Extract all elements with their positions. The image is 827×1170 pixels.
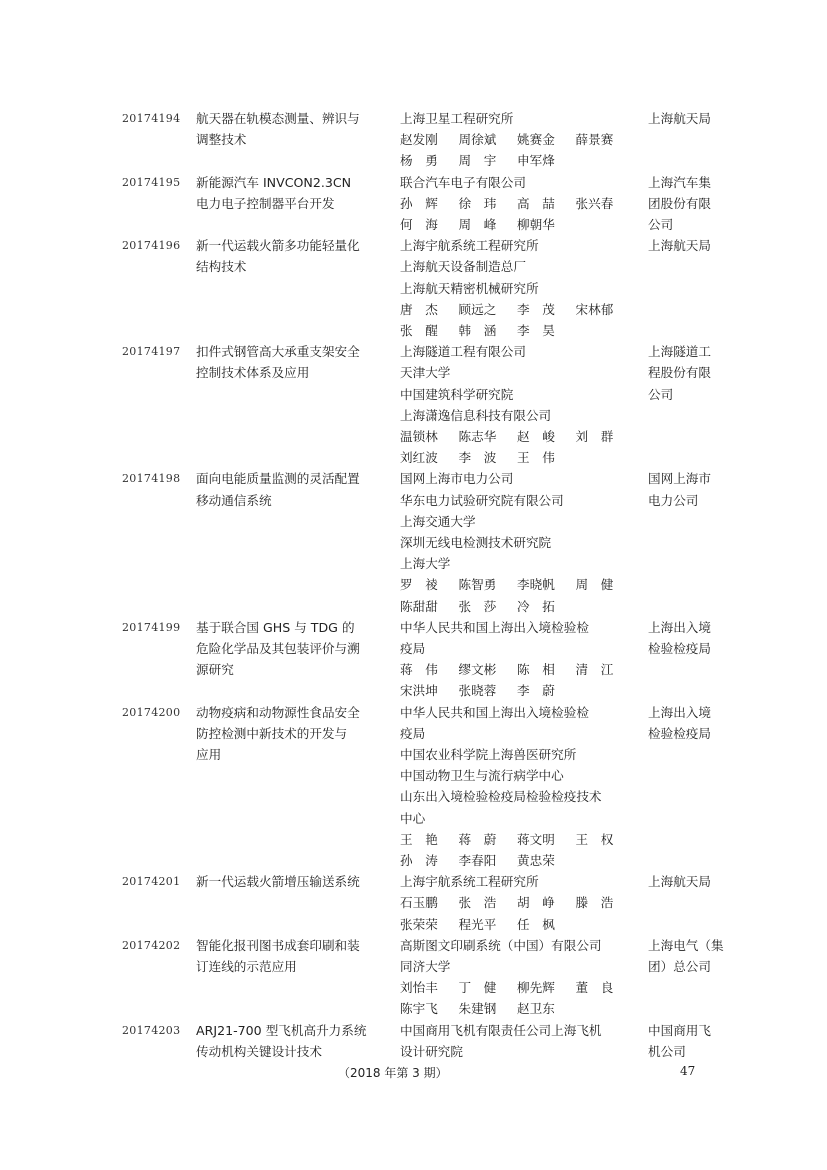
completing-units [400, 468, 636, 616]
organization-name: 中国农业科学院上海兽医研究所 [400, 746, 577, 762]
entry-number-text: 20174203 [122, 1023, 181, 1037]
project-title-line: 调整技术 [196, 132, 247, 148]
person-name: 李春阳 [458, 852, 497, 868]
recommender-line: 公司 [648, 386, 674, 402]
person-name: 高 喆 [517, 195, 555, 211]
organization-name: 疫局 [400, 640, 426, 656]
award-entry [0, 468, 827, 616]
project-title-line: 基于联合国 GHS 与 TDG 的 [196, 619, 355, 635]
person-name: 胡 峥 [517, 895, 555, 911]
organization-name: 中心 [400, 810, 426, 826]
completers-line [400, 129, 636, 150]
recommender-line: 国网上海市 [648, 471, 711, 487]
recommender-line: 上海出入境 [648, 619, 711, 635]
project-title [196, 935, 388, 977]
person-name: 缪文彬 [458, 662, 497, 678]
completing-units [400, 1020, 636, 1062]
recommending-unit [648, 468, 724, 510]
entry-number [122, 1020, 188, 1041]
award-entry [0, 617, 827, 702]
entry-number-text: 20174195 [122, 175, 181, 189]
entry-number [122, 172, 188, 193]
organization-name: 高斯图文印刷系统（中国）有限公司 [400, 937, 602, 953]
person-name: 陈宇飞 [400, 1001, 438, 1017]
completing-units [400, 172, 636, 236]
recommending-unit [648, 341, 724, 405]
completers-line [400, 850, 636, 871]
person-name: 蒋 蔚 [458, 831, 497, 847]
completing-units [400, 871, 636, 935]
person-name: 张 浩 [458, 895, 497, 911]
person-name: 柳先辉 [517, 980, 555, 996]
project-title [196, 108, 388, 150]
person-name: 石玉鹏 [400, 895, 438, 911]
page-footer [0, 1064, 827, 1084]
organization-name: 设计研究院 [400, 1043, 463, 1059]
completers-line [400, 574, 636, 595]
project-title-line: 结构技术 [196, 259, 247, 275]
project-title-line: 面向电能质量监测的灵活配置 [196, 471, 360, 487]
person-name: 温锁林 [400, 428, 438, 444]
organization-name: 华东电力试验研究院有限公司 [400, 492, 564, 508]
project-title [196, 1020, 388, 1062]
recommender-line: 电力公司 [648, 492, 699, 508]
completing-units [400, 235, 636, 341]
person-name: 周 峰 [458, 216, 497, 232]
entry-number [122, 341, 188, 362]
organization-name: 上海大学 [400, 556, 451, 572]
entry-number [122, 235, 188, 256]
award-entry [0, 935, 827, 1020]
completers-line [400, 977, 636, 998]
organization-name: 中国动物卫生与流行病学中心 [400, 768, 564, 784]
project-title [196, 235, 388, 277]
page-number: 47 [680, 1064, 696, 1078]
recommending-unit [648, 935, 724, 977]
project-title [196, 468, 388, 510]
award-list [0, 108, 827, 1062]
completers-line [400, 150, 636, 171]
person-name: 宋林郁 [575, 301, 614, 317]
person-name: 刘 群 [575, 428, 614, 444]
project-title-line: 电力电子控制器平台开发 [196, 195, 335, 211]
completers-line [400, 299, 636, 320]
recommender-line: 上海航天局 [648, 874, 711, 890]
completers-line [400, 892, 636, 913]
person-name: 周 健 [575, 577, 614, 593]
person-name: 李 茂 [517, 301, 555, 317]
project-title-line: 动物疫病和动物源性食品安全 [196, 704, 360, 720]
recommender-line: 中国商用飞 [648, 1022, 711, 1038]
recommender-line: 上海隧道工 [648, 344, 711, 360]
person-name: 刘怡丰 [400, 980, 438, 996]
person-name: 蒋文明 [517, 831, 555, 847]
completers-line [400, 214, 636, 235]
project-title-line: 订连线的示范应用 [196, 958, 297, 974]
entry-number [122, 468, 188, 489]
organization-name: 上海宇航系统工程研究所 [400, 238, 539, 254]
organization-name: 同济大学 [400, 958, 451, 974]
entry-number-text: 20174196 [122, 239, 181, 253]
recommending-unit [648, 702, 724, 744]
entry-number [122, 108, 188, 129]
award-entry [0, 871, 827, 935]
project-title-line: 防控检测中新技术的开发与 [196, 725, 348, 741]
entry-number-text: 20174194 [122, 112, 181, 125]
person-name: 申军烽 [517, 153, 555, 169]
person-name: 王 权 [575, 831, 614, 847]
completers-line [400, 998, 636, 1019]
project-title [196, 871, 388, 892]
organization-name: 国网上海市电力公司 [400, 471, 514, 487]
completers-line [400, 659, 636, 680]
person-name: 张 醒 [400, 322, 438, 338]
entry-number-text: 20174202 [122, 938, 181, 952]
completers-line [400, 447, 636, 468]
person-name: 罗 祾 [400, 577, 438, 593]
award-entry [0, 1020, 827, 1062]
completers-line [400, 426, 636, 447]
organization-name: 中华人民共和国上海出入境检验检 [400, 704, 589, 720]
entry-number-text: 20174198 [122, 472, 181, 486]
completing-units [400, 617, 636, 702]
person-name: 韩 涵 [458, 322, 497, 338]
organization-name: 中国建筑科学研究院 [400, 386, 514, 402]
organization-name: 中华人民共和国上海出入境检验检 [400, 619, 589, 635]
entry-number [122, 617, 188, 638]
project-title [196, 617, 388, 681]
person-name: 李晓帆 [517, 577, 555, 593]
person-name: 张荣荣 [400, 916, 438, 932]
person-name: 陈甜甜 [400, 598, 438, 614]
project-title-line: 新一代运载火箭增压输送系统 [196, 874, 360, 890]
entry-number-text: 20174201 [122, 875, 181, 889]
completers-line [400, 829, 636, 850]
project-title-line: 航天器在轨模态测量、辨识与 [196, 111, 360, 126]
person-name: 姚赛金 [517, 132, 555, 148]
organization-name: 上海隧道工程有限公司 [400, 344, 526, 360]
award-entry [0, 172, 827, 236]
organization-name: 上海航天精密机械研究所 [400, 280, 539, 296]
entry-number [122, 935, 188, 956]
project-title-line: 扣件式钢管高大承重支架安全 [196, 344, 360, 360]
award-entry [0, 235, 827, 341]
entry-number-text: 20174199 [122, 620, 181, 634]
person-name: 赵卫东 [517, 1001, 555, 1017]
person-name: 李 蔚 [517, 683, 555, 699]
recommending-unit [648, 1020, 724, 1062]
person-name: 孙 辉 [400, 195, 438, 211]
person-name: 陈 相 [517, 662, 555, 678]
person-name: 杨 勇 [400, 153, 438, 169]
person-name: 唐 杰 [400, 301, 438, 317]
completers-line [400, 914, 636, 935]
recommending-unit [648, 235, 724, 256]
organization-name: 上海宇航系统工程研究所 [400, 874, 539, 890]
project-title-line: 源研究 [196, 662, 234, 678]
recommender-line: 检验检疫局 [648, 640, 711, 656]
completers-line [400, 193, 636, 214]
project-title-line: 传动机构关键设计技术 [196, 1043, 322, 1059]
person-name: 丁 健 [458, 980, 497, 996]
person-name: 刘红波 [400, 450, 438, 466]
organization-name: 上海航天设备制造总厂 [400, 259, 526, 275]
completing-units [400, 935, 636, 1020]
recommender-line: 上海航天局 [648, 238, 711, 254]
project-title-line: 危险化学品及其包装评价与溯 [196, 640, 360, 656]
person-name: 周 宇 [458, 153, 497, 169]
recommending-unit [648, 172, 724, 236]
person-name: 王 伟 [517, 450, 555, 466]
completers-line [400, 596, 636, 617]
project-title-line: 新能源汽车 INVCON2.3CN [196, 174, 352, 190]
award-entry [0, 341, 827, 468]
person-name: 张晓蓉 [458, 683, 497, 699]
person-name: 朱建钢 [458, 1001, 497, 1017]
person-name: 滕 浩 [575, 895, 614, 911]
completing-units [400, 341, 636, 468]
person-name: 董 良 [575, 980, 614, 996]
person-name: 何 海 [400, 216, 438, 232]
recommender-line: 机公司 [648, 1043, 686, 1059]
recommender-line: 团）总公司 [648, 958, 711, 974]
project-title [196, 341, 388, 383]
recommending-unit [648, 108, 724, 129]
completing-units [400, 702, 636, 872]
person-name: 赵 峻 [517, 428, 555, 444]
person-name: 李 昊 [517, 322, 555, 338]
person-name: 清 江 [575, 662, 614, 678]
entry-number-text: 20174200 [122, 705, 181, 719]
person-name: 薛景赛 [575, 132, 614, 148]
project-title-line: 新一代运载火箭多功能轻量化 [196, 238, 360, 254]
project-title-line: ARJ21-700 型飞机高升力系统 [196, 1022, 367, 1038]
person-name: 徐 玮 [458, 195, 497, 211]
organization-name: 上海潇逸信息科技有限公司 [400, 407, 552, 423]
recommender-line: 上海电气（集 [648, 937, 724, 953]
person-name: 黄忠荣 [517, 852, 555, 868]
project-title [196, 172, 388, 214]
issue-label: （2018 年第 3 期） [338, 1066, 448, 1080]
person-name: 宋洪坤 [400, 683, 438, 699]
person-name: 赵发刚 [400, 132, 438, 148]
organization-name: 上海卫星工程研究所 [400, 111, 514, 126]
person-name: 张兴春 [575, 195, 614, 211]
person-name: 周徐斌 [458, 132, 497, 148]
organization-name: 联合汽车电子有限公司 [400, 174, 526, 190]
person-name: 任 枫 [517, 916, 555, 932]
person-name: 孙 涛 [400, 852, 438, 868]
completing-units [400, 108, 636, 172]
recommender-line: 团股份有限 [648, 195, 711, 211]
project-title-line: 移动通信系统 [196, 492, 272, 508]
completers-line [400, 680, 636, 701]
person-name: 陈智勇 [458, 577, 497, 593]
award-entry [0, 702, 827, 872]
recommender-line: 上海出入境 [648, 704, 711, 720]
organization-name: 中国商用飞机有限责任公司上海飞机 [400, 1022, 602, 1038]
entry-number-text: 20174197 [122, 345, 181, 359]
person-name: 柳朝华 [517, 216, 555, 232]
organization-name: 天津大学 [400, 365, 451, 381]
project-title [196, 702, 388, 766]
project-title-line: 控制技术体系及应用 [196, 365, 310, 381]
person-name: 李 波 [458, 450, 497, 466]
entry-number [122, 871, 188, 892]
project-title-line: 应用 [196, 746, 222, 762]
recommender-line: 上海汽车集 [648, 174, 711, 190]
completers-line [400, 320, 636, 341]
recommender-line: 上海航天局 [648, 111, 711, 126]
organization-name: 深圳无线电检测技术研究院 [400, 534, 552, 550]
person-name: 陈志华 [458, 428, 497, 444]
entry-number [122, 702, 188, 723]
person-name: 顾远之 [458, 301, 497, 317]
recommending-unit [648, 871, 724, 892]
recommender-line: 程股份有限 [648, 365, 711, 381]
person-name: 张 莎 [458, 598, 497, 614]
person-name: 冷 拓 [517, 598, 555, 614]
person-name: 蒋 伟 [400, 662, 438, 678]
person-name: 王 艳 [400, 831, 438, 847]
organization-name: 山东出入境检验检疫局检验检疫技术 [400, 789, 602, 805]
organization-name: 上海交通大学 [400, 513, 476, 529]
person-name: 程光平 [458, 916, 497, 932]
recommending-unit [648, 617, 724, 659]
organization-name: 疫局 [400, 725, 426, 741]
recommender-line: 检验检疫局 [648, 725, 711, 741]
award-entry [0, 108, 827, 172]
recommender-line: 公司 [648, 216, 674, 232]
project-title-line: 智能化报刊图书成套印刷和装 [196, 937, 360, 953]
